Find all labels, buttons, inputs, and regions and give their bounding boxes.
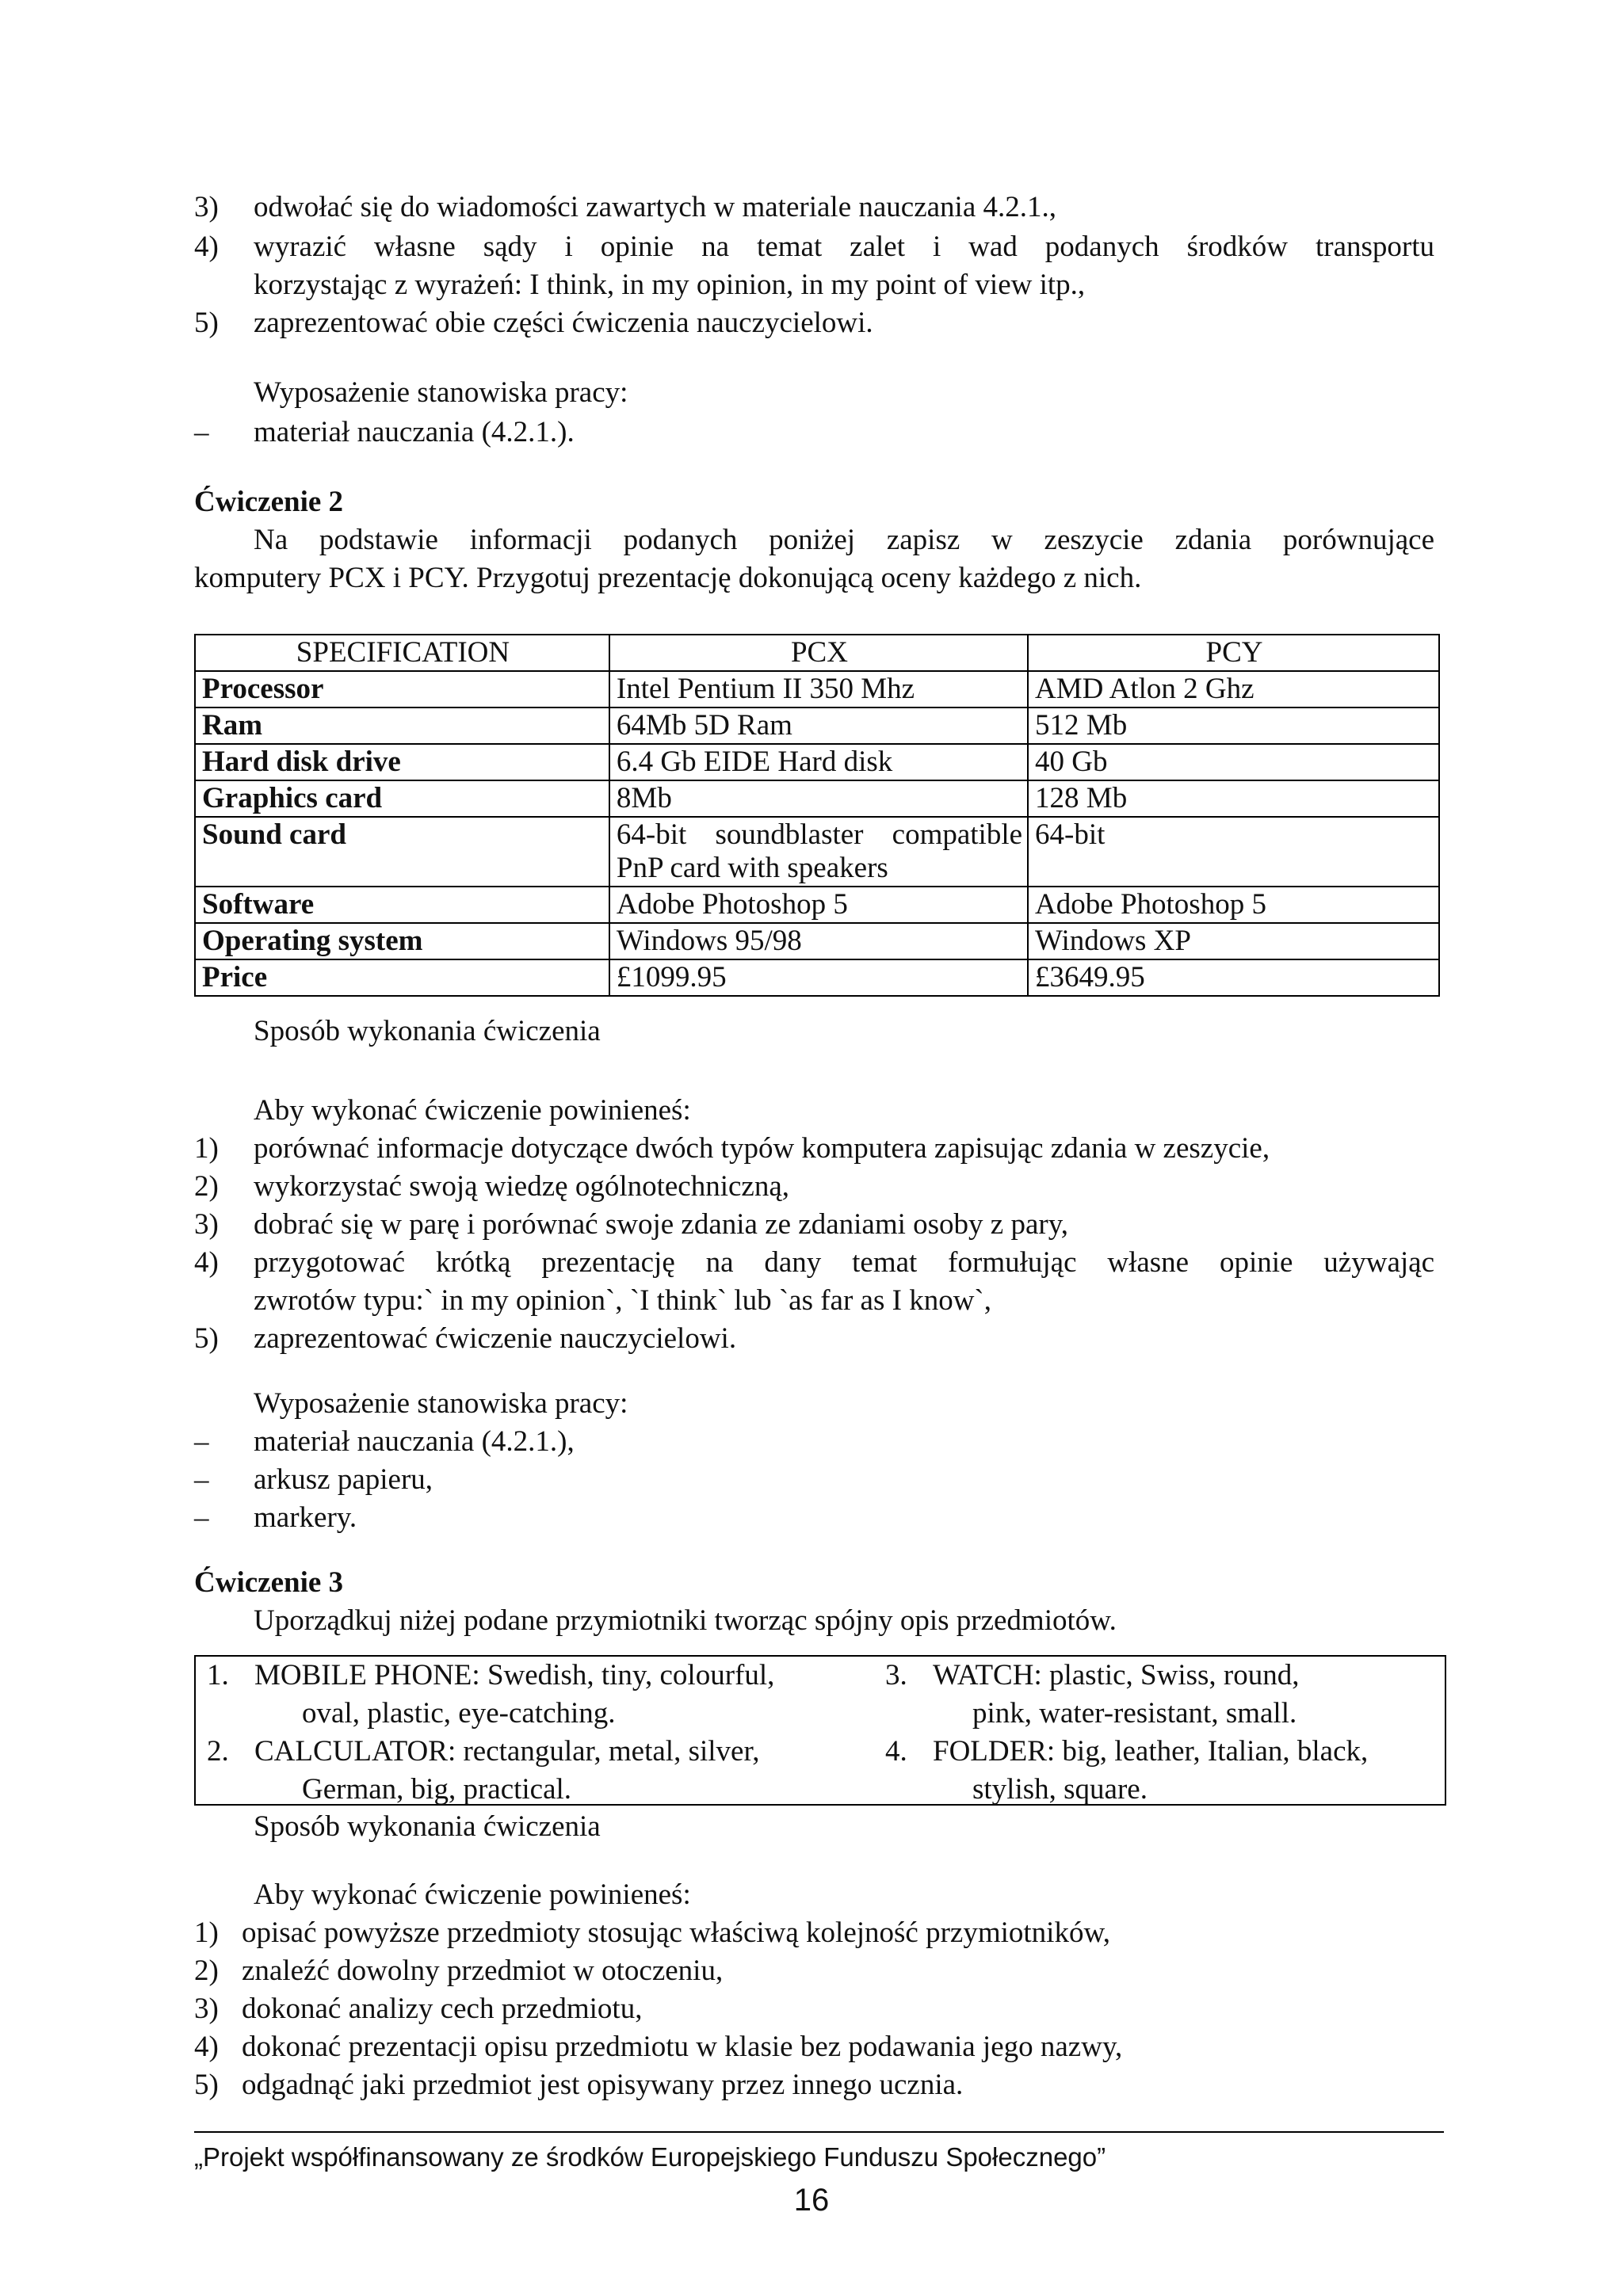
header-pcy: PCY	[1028, 635, 1439, 671]
list-item-continuation: korzystając z wyrażeń: I think, in my opinion, in my point of view itp.,	[254, 269, 1086, 301]
pcx-value: £1099.95	[609, 959, 1028, 996]
item-number: 2.	[207, 1735, 229, 1768]
row-label: Hard disk drive	[195, 744, 609, 780]
list-item: przygotować krótką prezentację na dany temat formułując własne opinie używając	[254, 1246, 1434, 1279]
equipment-item: materiał nauczania (4.2.1.).	[254, 416, 575, 448]
footer-rule	[194, 2131, 1444, 2133]
exercise-3-title: Ćwiczenie 3	[194, 1566, 344, 1599]
list-number: 3)	[194, 1993, 219, 2025]
pcy-value: 64-bit	[1028, 817, 1439, 887]
pcy-value: AMD Atlon 2 Ghz	[1028, 671, 1439, 707]
equipment-item: materiał nauczania (4.2.1.),	[254, 1425, 575, 1458]
table-row	[195, 744, 1439, 780]
table-row	[195, 707, 1439, 744]
adjective-item: CALCULATOR: rectangular, metal, silver,	[254, 1735, 760, 1768]
row-label: Processor	[195, 671, 609, 707]
equipment-heading: Wyposażenie stanowiska pracy:	[254, 376, 628, 409]
page-number: 16	[793, 2183, 830, 2218]
list-number: 2)	[194, 1170, 219, 1203]
pcx-value-multiline	[609, 817, 1028, 887]
dash-bullet: –	[194, 1501, 209, 1534]
adjective-item: FOLDER: big, leather, Italian, black,	[933, 1735, 1369, 1768]
list-item: dokonać prezentacji opisu przedmiotu w klasie bez podawania jego nazwy,	[242, 2031, 1123, 2063]
header-pcx: PCX	[609, 635, 1028, 671]
table-row	[195, 923, 1439, 959]
row-label: Operating system	[195, 923, 609, 959]
list-number: 1)	[194, 1917, 219, 1949]
item-number: 3.	[885, 1659, 907, 1691]
spec-table	[194, 634, 1440, 997]
list-item-continuation: zwrotów typu:` in my opinion`, `I think` lub `as far as I know`,	[254, 1284, 991, 1317]
pcx-value: 8Mb	[609, 780, 1028, 817]
equipment-item: markery.	[254, 1501, 357, 1534]
method-heading: Sposób wykonania ćwiczenia	[254, 1810, 601, 1843]
list-item: odwołać się do wiadomości zawartych w materiale nauczania 4.2.1.,	[254, 191, 1057, 223]
list-number: 2)	[194, 1955, 219, 1987]
list-item: zaprezentować ćwiczenie nauczycielowi.	[254, 1322, 737, 1355]
table-row	[195, 780, 1439, 817]
list-item: odgadnąć jaki przedmiot jest opisywany przez innego ucznia.	[242, 2069, 964, 2101]
exercise-2-intro-cont: komputery PCX i PCY. Przygotuj prezentację dokonującą oceny każdego z nich.	[194, 562, 1142, 594]
list-item: opisać powyższe przedmioty stosując właściwą kolejność przymiotników,	[242, 1917, 1111, 1949]
table-row	[195, 959, 1439, 996]
list-item: dokonać analizy cech przedmiotu,	[242, 1993, 643, 2025]
list-item: zaprezentować obie części ćwiczenia nauczycielowi.	[254, 307, 873, 339]
list-number: 4)	[194, 231, 219, 263]
list-item: wykorzystać swoją wiedzę ogólnotechniczną,	[254, 1170, 790, 1203]
pcy-value: Windows XP	[1028, 923, 1439, 959]
row-label: Sound card	[195, 817, 609, 887]
pcx-value-line-1: 64-bit soundblaster compatible	[616, 818, 1023, 851]
list-number: 4)	[194, 2031, 219, 2063]
dash-bullet: –	[194, 416, 209, 448]
adjectives-box	[194, 1655, 1446, 1806]
pcx-value: 6.4 Gb EIDE Hard disk	[609, 744, 1028, 780]
exercise-2-intro: Na podstawie informacji podanych poniżej zapisz w zeszycie zdania porównujące	[254, 524, 1434, 556]
footer-text: „Projekt współfinansowany ze środków Europejskiego Funduszu Społecznego”	[194, 2142, 1106, 2172]
item-number: 1.	[207, 1659, 229, 1691]
exercise-2-title: Ćwiczenie 2	[194, 486, 344, 518]
list-number: 1)	[194, 1132, 219, 1165]
adjective-item-cont: oval, plastic, eye-catching.	[302, 1697, 616, 1730]
exercise-3-intro: Uporządkuj niżej podane przymiotniki tworząc spójny opis przedmiotów.	[254, 1604, 1117, 1637]
pcx-value: 64Mb 5D Ram	[609, 707, 1028, 744]
should-heading: Aby wykonać ćwiczenie powinieneś:	[254, 1094, 691, 1127]
pcy-value: Adobe Photoshop 5	[1028, 887, 1439, 923]
list-number: 3)	[194, 191, 219, 223]
pcy-value: 512 Mb	[1028, 707, 1439, 744]
table-header-row	[195, 635, 1439, 671]
pcx-value-line-2: PnP card with speakers	[616, 852, 888, 884]
dash-bullet: –	[194, 1463, 209, 1496]
list-number: 5)	[194, 2069, 219, 2101]
list-item: dobrać się w parę i porównać swoje zdania ze zdaniami osoby z pary,	[254, 1208, 1069, 1241]
header-specification: SPECIFICATION	[195, 635, 609, 671]
pcx-value: Adobe Photoshop 5	[609, 887, 1028, 923]
list-number: 4)	[194, 1246, 219, 1279]
list-number: 5)	[194, 1322, 219, 1355]
adjective-item-cont: German, big, practical.	[302, 1773, 572, 1806]
row-label: Ram	[195, 707, 609, 744]
adjective-item-cont: stylish, square.	[972, 1773, 1148, 1806]
adjective-item: MOBILE PHONE: Swedish, tiny, colourful,	[254, 1659, 775, 1691]
pcx-value: Windows 95/98	[609, 923, 1028, 959]
table-row	[195, 671, 1439, 707]
list-number: 3)	[194, 1208, 219, 1241]
pcy-value: £3649.95	[1028, 959, 1439, 996]
row-label: Price	[195, 959, 609, 996]
row-label: Graphics card	[195, 780, 609, 817]
should-heading: Aby wykonać ćwiczenie powinieneś:	[254, 1878, 691, 1911]
list-item: wyrazić własne sądy i opinie na temat zalet i wad podanych środków transportu	[254, 231, 1434, 263]
adjective-item: WATCH: plastic, Swiss, round,	[933, 1659, 1300, 1691]
row-label: Software	[195, 887, 609, 923]
table-row	[195, 887, 1439, 923]
list-item: porównać informacje dotyczące dwóch typów komputera zapisując zdania w zeszycie,	[254, 1132, 1270, 1165]
item-number: 4.	[885, 1735, 907, 1768]
pcx-value: Intel Pentium II 350 Mhz	[609, 671, 1028, 707]
pcy-value: 128 Mb	[1028, 780, 1439, 817]
list-number: 5)	[194, 307, 219, 339]
pcy-value: 40 Gb	[1028, 744, 1439, 780]
table-row	[195, 817, 1439, 887]
adjective-item-cont: pink, water-resistant, small.	[972, 1697, 1297, 1730]
equipment-heading: Wyposażenie stanowiska pracy:	[254, 1387, 628, 1420]
list-item: znaleźć dowolny przedmiot w otoczeniu,	[242, 1955, 724, 1987]
equipment-item: arkusz papieru,	[254, 1463, 433, 1496]
dash-bullet: –	[194, 1425, 209, 1458]
method-heading: Sposób wykonania ćwiczenia	[254, 1015, 601, 1047]
